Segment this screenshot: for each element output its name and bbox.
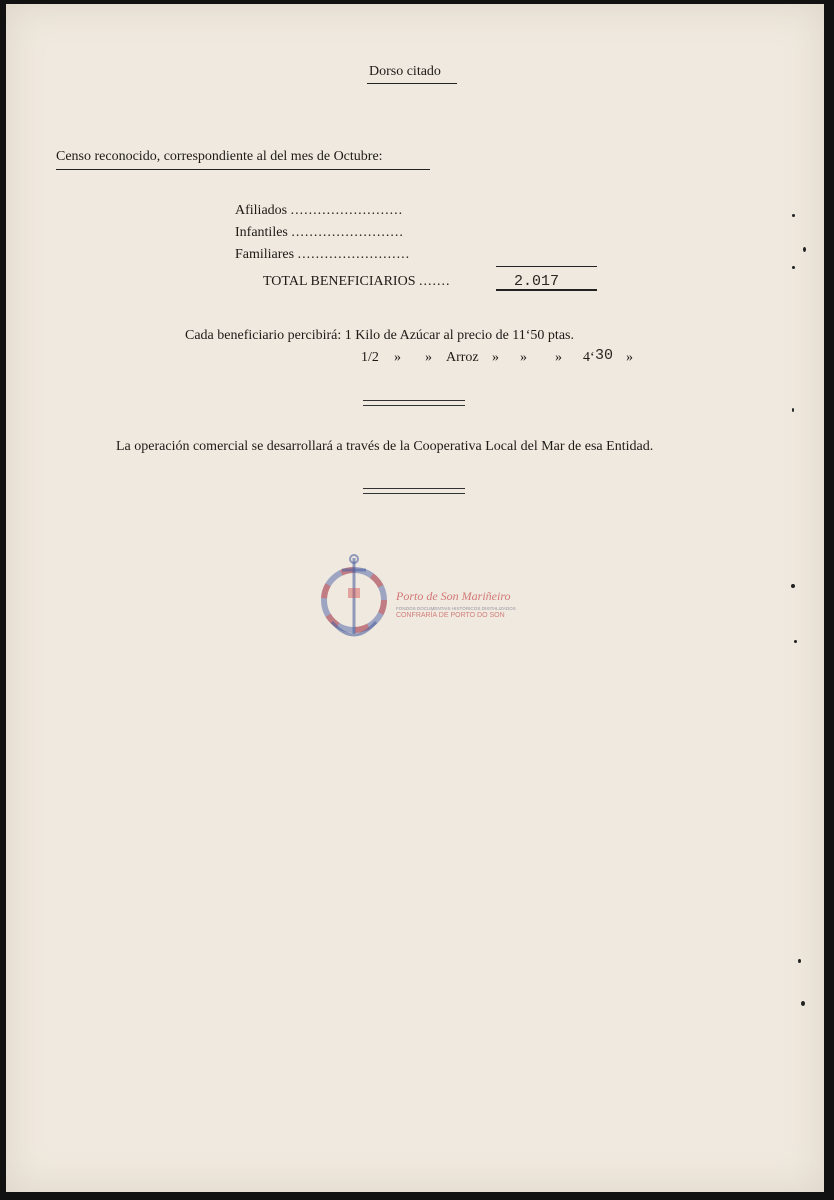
afiliados-label: Afiliados bbox=[235, 203, 288, 218]
familiares-label: Familiares bbox=[235, 247, 295, 262]
ration-sugar-text: Cada beneficiario percibirá: 1 Kilo de Azúcar al precio de 11‘50 ptas. bbox=[185, 328, 574, 343]
speck bbox=[794, 640, 797, 643]
total-dots: ....... bbox=[419, 274, 451, 289]
rice-quantity: 1/2 bbox=[361, 350, 379, 365]
row-total bbox=[263, 274, 451, 290]
separator-2a bbox=[363, 488, 465, 489]
afiliados-dots: ......................... bbox=[290, 203, 404, 218]
rice-price-int: 4‘ bbox=[583, 350, 595, 365]
rice-ditto-3: » bbox=[492, 350, 499, 365]
speck bbox=[792, 214, 795, 217]
speck bbox=[792, 408, 794, 412]
speck bbox=[792, 266, 795, 269]
watermark-text-block bbox=[396, 589, 526, 619]
separator-1a bbox=[363, 400, 465, 401]
total-label: TOTAL BENEFICIARIOS bbox=[263, 274, 416, 289]
rice-ditto-6: » bbox=[626, 350, 633, 365]
sum-line bbox=[496, 266, 597, 267]
separator-2b bbox=[363, 493, 465, 494]
census-underline bbox=[56, 169, 430, 170]
total-double-line bbox=[496, 289, 597, 291]
document-title: Dorso citado bbox=[369, 64, 441, 79]
row-familiares bbox=[235, 247, 410, 263]
speck bbox=[803, 247, 806, 252]
rice-ditto-5: » bbox=[555, 350, 562, 365]
watermark-org: CONFRARÍA DE PORTO DO SON bbox=[396, 612, 505, 619]
ration-line-sugar bbox=[185, 328, 574, 344]
total-value: 2.017 bbox=[514, 273, 560, 290]
operation-statement: La operación comercial se desarrollará a través de la Cooperativa Local del Mar de esa Entidad. bbox=[116, 439, 654, 454]
census-heading: Censo reconocido, correspondiente al del mes de Octubre: bbox=[56, 149, 383, 164]
watermark-brand: Porto de Son Mariñeiro bbox=[396, 589, 511, 603]
separator-1b bbox=[363, 405, 465, 406]
infantiles-label: Infantiles bbox=[235, 225, 288, 240]
familiares-dots: ......................... bbox=[297, 247, 411, 262]
watermark-seal bbox=[318, 552, 390, 648]
rice-price-dec: 30 bbox=[595, 347, 614, 364]
speck bbox=[798, 959, 801, 963]
speck bbox=[801, 1001, 805, 1006]
row-afiliados bbox=[235, 203, 403, 219]
document-page bbox=[6, 4, 824, 1192]
rice-ditto-1: » bbox=[394, 350, 401, 365]
speck bbox=[791, 584, 795, 588]
rice-item: Arroz bbox=[446, 350, 479, 365]
row-infantiles bbox=[235, 225, 404, 241]
infantiles-dots: ......................... bbox=[291, 225, 404, 240]
rice-ditto-4: » bbox=[520, 350, 527, 365]
rice-ditto-2: » bbox=[425, 350, 432, 365]
watermark-subtitle: FONDOS DOCUMENTAIS HISTÓRICOS DIXITALIZADOS bbox=[396, 606, 516, 611]
title-underline bbox=[367, 83, 457, 84]
anchor-lifebuoy-icon bbox=[318, 552, 390, 648]
